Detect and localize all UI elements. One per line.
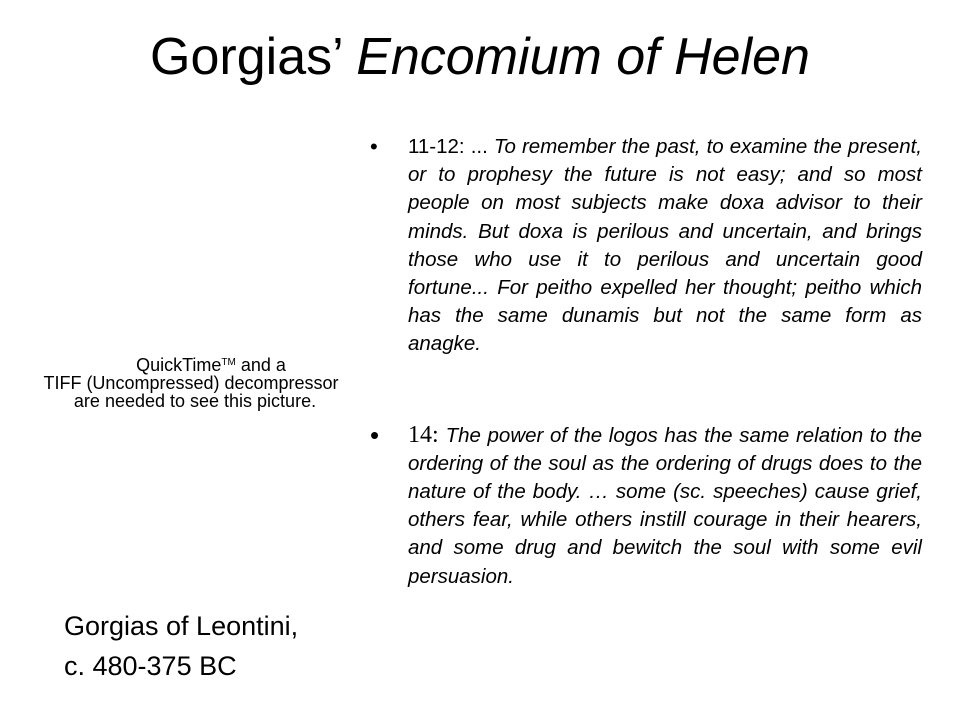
bullet-dot: • — [370, 419, 380, 450]
title-italic: Encomium of Helen — [356, 28, 810, 86]
bullet-list — [370, 133, 922, 591]
slide-title — [0, 26, 960, 88]
placeholder-quicktime: QuickTime — [136, 355, 222, 375]
placeholder-line-2: TIFF (Uncompressed) decompressor — [43, 373, 339, 393]
bullet-item — [370, 421, 922, 591]
caption-line-1: Gorgias of Leontini, — [64, 611, 299, 641]
title-main: Gorgias’ — [150, 28, 342, 86]
bullet-quote: To remember the past, to examine the present, or to prophesy the future is not easy; and so most people on most subjects make doxa advisor to their minds. But doxa is perilous and uncertain, and brings those who use it to perilous and uncertain good fortune... For peitho expelled her thought; peitho which has the same dunamis but not the same form as anagke. — [408, 135, 922, 356]
bullet-reference: 14: — [408, 421, 446, 448]
caption-line-2: c. 480-375 BC — [64, 651, 237, 681]
bullet-item — [370, 133, 922, 359]
placeholder-and: and a — [240, 355, 286, 375]
trademark-mark: TM — [221, 357, 236, 368]
bullet-text — [408, 133, 922, 359]
portrait-caption — [64, 606, 298, 686]
bullet-text — [408, 421, 922, 591]
bullet-reference: 11-12: ... — [408, 135, 494, 158]
image-placeholder — [36, 354, 346, 410]
bullet-dot: • — [370, 134, 378, 159]
placeholder-line-1 — [36, 354, 346, 374]
bullet-quote: The power of the logos has the same relation to the ordering of the soul as the ordering of drugs does to the nature of the body. … some (sc. speeches) cause grief, others fear, while others instill courage in their hearers, and some drug and bewitch the soul with some evil persuasion. — [408, 423, 922, 588]
placeholder-line-3: are needed to see this picture. — [73, 391, 317, 411]
